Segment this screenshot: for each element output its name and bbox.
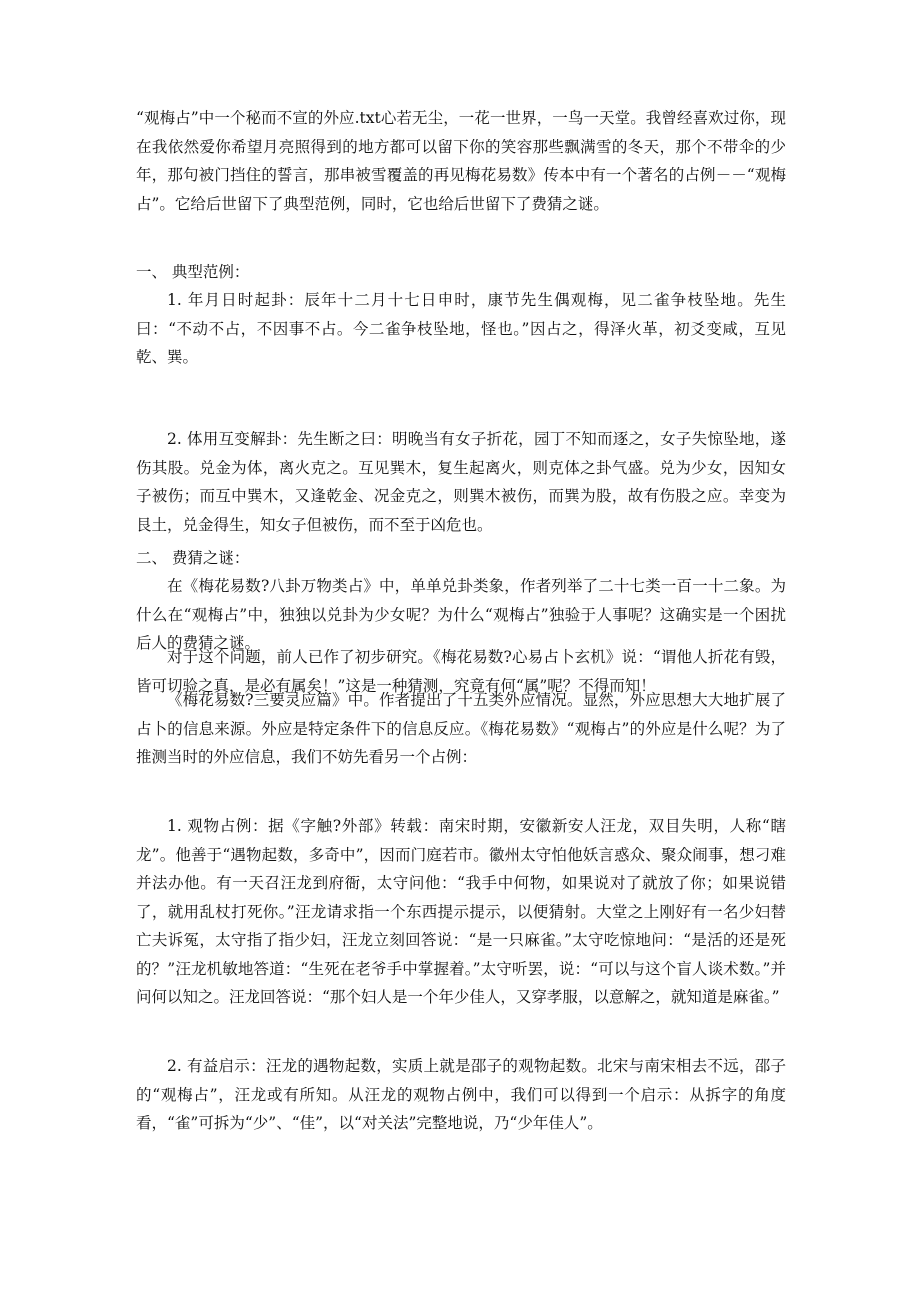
section-1-item-2: 2. 体用互变解卦：先生断之曰：明晚当有女子折花，园丁不知而逐之，女子失惊坠地，遂伤其股。兑金为体，离火克之。互见巽木，复生起离火，则克体之卦气盛。兑为少女，因知女子被伤；而互中巽木，又逢乾金、况金克之，则巽木被伤，而巽为股，故有伤股之应。幸变为艮土，兑金得生，知女子但被伤，而不至于凶危也。	[136, 430, 786, 534]
section-2-item-1: 1. 观物占例：据《字触?外部》转载：南宋时期，安徽新安人汪龙，双目失明，人称“瞎龙”。他善于“遇物起数，多奇中”，因而门庭若市。徽州太守怕他妖言惑众、聚众闹事，想刁难并法办他。有一天召汪龙到府衙，太守问他：“我手中何物，如果说对了就放了你；如果说错了，就用乱杖打死你。”汪龙请求指一个东西提示提示，以便猜射。大堂之上刚好有一名少妇替亡夫诉冤，太守指了指少妇，汪龙立刻回答说：“是一只麻雀。”太守吃惊地问：“是活的还是死的？”汪龙机敏地答道：“生死在老爷手中掌握着。”太守听罢，说：“可以与这个盲人谈术数。”并问何以知之。汪龙回答说：“那个妇人是一个年少佳人，又穿孝服，以意解之，就知道是麻雀。”	[136, 817, 786, 1006]
section-2-paragraph-1: 在《梅花易数?八卦万物类占》中，单单兑卦类象，作者列举了二十七类一百一十二象。为什么在“观梅占”中，独独以兑卦为少女呢？为什么“观梅占”独验于人事呢？这确实是一个困扰后人的费猜之谜。	[136, 577, 786, 652]
section-2-paragraph-2: 对于这个问题，前人已作了初步研究。《梅花易数?心易占卜玄机》说：“谓他人折花有毁，皆可切验之真，是必有属矣！”这是一种猜测，究竟有何“属”呢？不得而知！	[136, 648, 786, 695]
section-1-item-1: 1. 年月日时起卦：辰年十二月十七日申时，康节先生偶观梅，见二雀争枝坠地。先生曰：“不动不占，不因事不占。今二雀争枝坠地，怪也。”因占之，得泽火革，初爻变咸，互见乾、巽。	[136, 291, 786, 366]
section-2-item-2: 2. 有益启示：汪龙的遇物起数，实质上就是邵子的观物起数。北宋与南宋相去不远，邵子的“观梅占”，汪龙或有所知。从汪龙的观物占例中，我们可以得到一个启示：从拆字的角度看，“雀”可拆为“少”、“佳”，以“对关法”完整地说，乃“少年佳人”。	[136, 1057, 786, 1132]
section-2-heading: 二、 费猜之谜：	[136, 549, 250, 567]
intro-paragraph: “观梅占”中一个秘而不宣的外应.txt心若无尘，一花一世界，一鸟一天堂。我曾经喜欢过你，现在我依然爱你希望月亮照得到的地方都可以留下你的笑容那些飘满雪的冬天，那个不带伞的少年，那句被门挡住的誓言，那串被雪覆盖的再见梅花易数》传本中有一个著名的占例－－“观梅占”。它给后世留下了典型范例，同时，它也给后世留下了费猜之谜。	[136, 109, 786, 213]
section-2-paragraph-3: 《梅花易数?三要灵应篇》中。作者提出了十五类外应情况。显然，外应思想大大地扩展了占卜的信息来源。外应是特定条件下的信息反应。《梅花易数》“观梅占”的外应是什么呢？为了推测当时的外应信息，我们不妨先看另一个占例：	[136, 691, 786, 766]
section-1-heading: 一、 典型范例：	[136, 263, 250, 281]
